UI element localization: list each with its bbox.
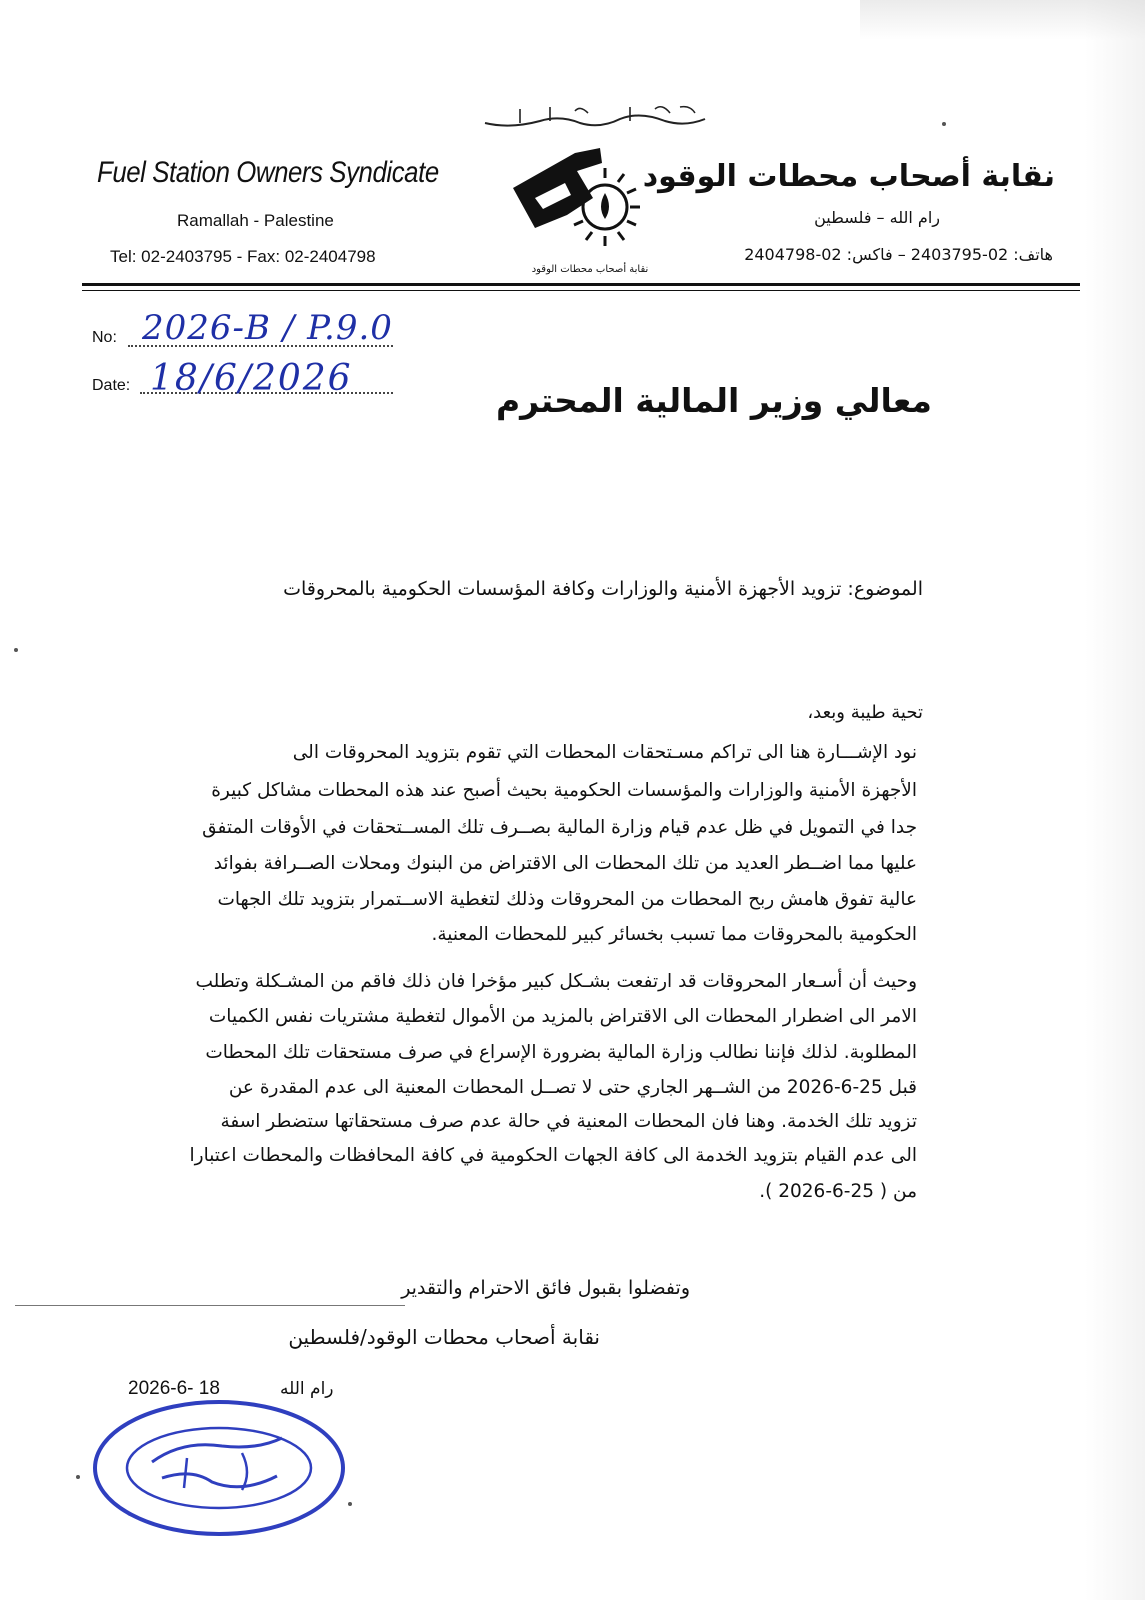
paragraph1-line: عالية تفوق هامش ربح المحطات من المحروقات وذلك لتغطية الاســتمرار بتزويد تلك الجهات	[217, 889, 917, 910]
arabic-org-name: نقابة أصحاب محطات الوقود	[642, 159, 1055, 194]
basmala-calligraphy	[480, 101, 710, 133]
arabic-contact: هاتف: 02-2403795 – فاكس: 02-2404798	[744, 245, 1053, 264]
paragraph2-line: المطلوبة. لذلك فإننا نطالب وزارة المالية بضرورة الإسراع في صرف مستحقات تلك المحطات	[205, 1042, 917, 1063]
addressee: معالي وزير المالية المحترم	[495, 381, 932, 420]
paragraph2-line: الى عدم القيام بتزويد الخدمة الى كافة الجهات الحكومية في كافة المحافظات والمحطات اعتبارا	[189, 1145, 917, 1166]
header-rule-thick	[82, 283, 1080, 286]
reference-number-handwritten: 2026-B / P.9.0	[142, 308, 393, 348]
date-label: Date:	[92, 377, 131, 394]
paragraph1-line: جدا في التمويل في ظل عدم قيام وزارة المالية بصــرف تلك المســتحقات في الأوقات المتفق	[202, 817, 917, 838]
signature-rule	[15, 1305, 405, 1306]
paragraph2-line: الامر الى اضطرار المحطات الى الاقتراض بالمزيد من الأموال لتغطية مشتريات نفس الكميات	[208, 1006, 917, 1027]
reference-number-label: No:	[92, 329, 117, 346]
official-stamp	[92, 1398, 347, 1538]
scan-speck	[76, 1475, 80, 1479]
english-contact: Tel: 02-2403795 - Fax: 02-2404798	[110, 247, 376, 266]
logo-caption: نقابة أصحاب محطات الوقود	[531, 264, 649, 275]
signature-city: رام الله	[280, 1379, 334, 1399]
page-edge-shadow	[1085, 0, 1145, 1600]
header-rule-thin	[82, 290, 1080, 291]
subject-line: الموضوع: تزويد الأجهزة الأمنية والوزارات وكافة المؤسسات الحكومية بالمحروقات	[283, 578, 923, 600]
arabic-city: رام الله – فلسطين	[814, 208, 940, 227]
greeting: تحية طيبة وبعد،	[807, 702, 923, 723]
closing-line: وتفضلوا بقبول فائق الاحترام والتقدير	[401, 1277, 690, 1299]
paragraph1-line: الأجهزة الأمنية والوزارات والمؤسسات الحكومية بحيث أصبح عند هذه المحطات مشاكل كبيرة	[211, 780, 917, 801]
paragraph1-line: نود الإشـــارة هنا الى تراكم مسـتحقات المحطات التي تقوم بتزويد المحروقات الى	[292, 742, 917, 763]
paragraph1-line: عليها مما اضــطر العديد من تلك المحطات الى الاقتراض من البنوك ومحلات الصــرافة بفوائد	[213, 853, 917, 874]
english-org-name: Fuel Station Owners Syndicate	[97, 156, 439, 189]
paragraph2-line: تزويد تلك الخدمة. وهنا فان المحطات المعنية في حالة عدم صرف مستحقاتها ستضطر اسفة	[220, 1111, 917, 1132]
scan-speck	[348, 1502, 352, 1506]
date-handwritten: 18/6/2026	[150, 358, 353, 399]
signature-date: 2026-6- 18	[128, 1378, 220, 1399]
paragraph2-line: وحيث أن أسـعار المحروقات قد ارتفعت بشـكل كبير مؤخرا فان ذلك فاقم من المشـكلة وتطلب	[195, 971, 917, 992]
syndicate-logo-icon	[505, 143, 645, 268]
paragraph1-line: الحكومية بالمحروقات مما تسبب بخسائر كبير للمحطات المعنية.	[431, 924, 917, 945]
paragraph2-line: قبل 25-6-2026 من الشــهر الجاري حتى لا تصــل المحطات المعنية الى عدم المقدرة عن	[228, 1077, 917, 1098]
signature-organization: نقابة أصحاب محطات الوقود/فلسطين	[288, 1325, 600, 1349]
scan-speck	[14, 648, 18, 652]
scan-speck	[942, 122, 946, 126]
english-city: Ramallah - Palestine	[177, 211, 334, 230]
page-top-shadow	[860, 0, 1145, 40]
paragraph2-line: من ( 25-6-2026 ).	[759, 1181, 917, 1202]
